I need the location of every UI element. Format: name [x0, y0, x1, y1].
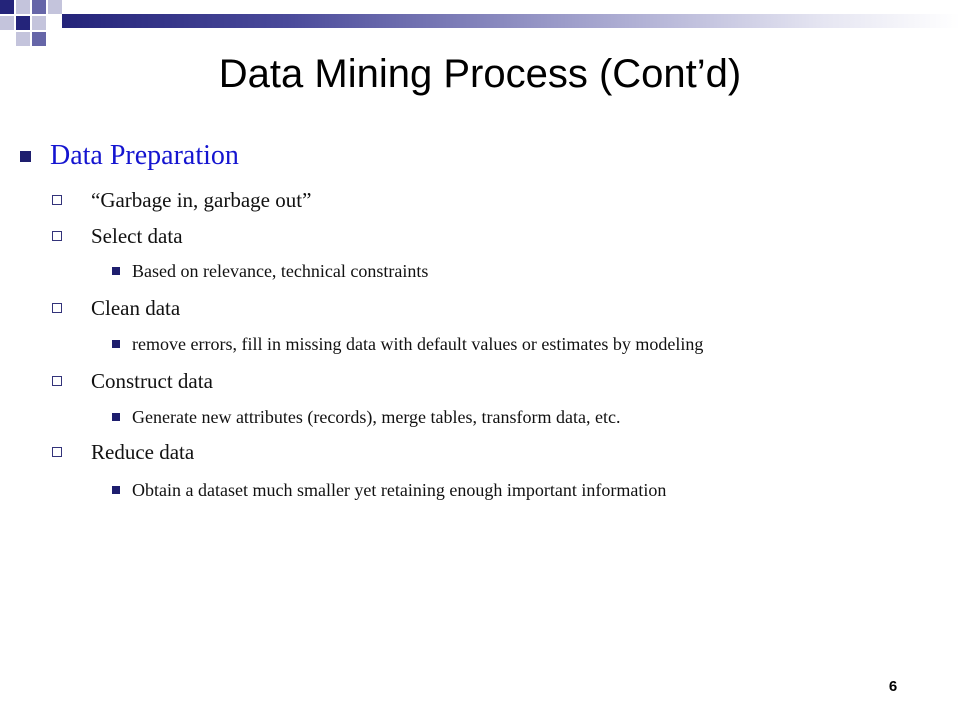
bullet-heading: Data Preparation: [50, 140, 239, 171]
square-bullet-icon: [112, 486, 120, 494]
hollow-square-bullet-icon: [52, 303, 62, 313]
slide-title: Data Mining Process (Cont’d): [218, 52, 742, 96]
sub-bullet-item: Generate new attributes (records), merge tables, transform data, etc.: [132, 407, 621, 427]
sub-bullet-item: Based on relevance, technical constraints: [132, 261, 429, 281]
square-bullet-icon: [112, 267, 120, 275]
bullet-item: Select data: [91, 224, 183, 248]
square-bullet-icon: [20, 151, 31, 162]
hollow-square-bullet-icon: [52, 195, 62, 205]
sub-bullet-item: remove errors, fill in missing data with default values or estimates by modeling: [132, 334, 704, 354]
hollow-square-bullet-icon: [52, 231, 62, 241]
hollow-square-bullet-icon: [52, 376, 62, 386]
bullet-item: Reduce data: [91, 440, 195, 464]
hollow-square-bullet-icon: [52, 447, 62, 457]
bullet-item: Clean data: [91, 296, 181, 320]
square-bullet-icon: [112, 340, 120, 348]
bullet-item: Construct data: [91, 369, 213, 393]
sub-bullet-item: Obtain a dataset much smaller yet retaining enough important information: [132, 480, 667, 500]
square-bullet-icon: [112, 413, 120, 421]
page-number: 6: [888, 678, 898, 695]
bullet-item: “Garbage in, garbage out”: [91, 188, 312, 212]
